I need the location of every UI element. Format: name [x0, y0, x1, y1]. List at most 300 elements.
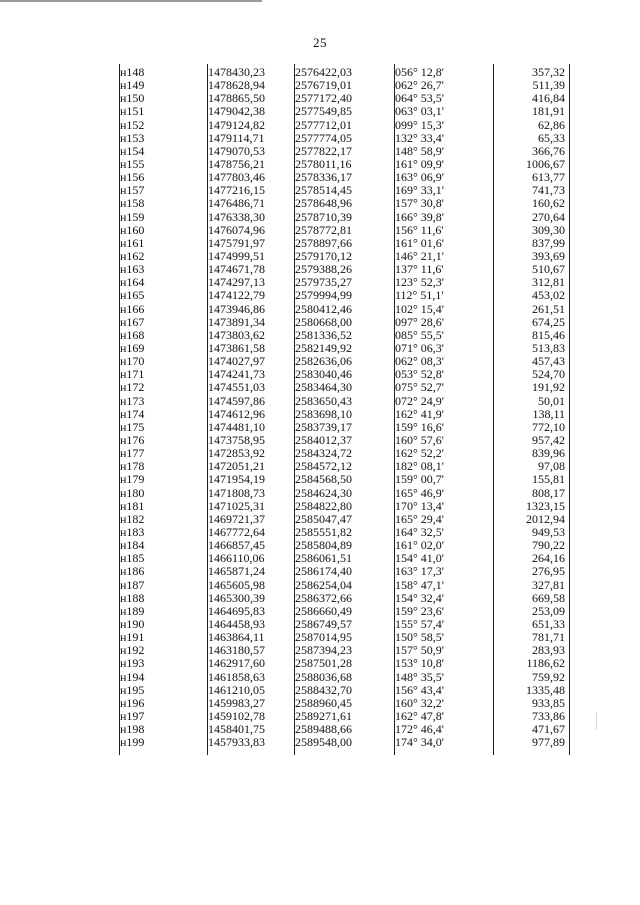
x-coordinate-cell: 1475791,97	[208, 237, 295, 250]
direction-angle-cell: 085° 55,5'	[395, 329, 494, 342]
distance-cell: 270,64	[494, 211, 570, 224]
direction-angle-cell: 075° 52,7'	[395, 381, 494, 394]
y-coordinate-cell: 2585804,89	[295, 539, 395, 552]
y-coordinate-cell: 2583698,10	[295, 408, 395, 421]
y-coordinate-cell: 2584822,80	[295, 500, 395, 513]
y-coordinate-cell: 2589488,66	[295, 723, 395, 736]
distance-cell: 366,76	[494, 145, 570, 158]
x-coordinate-cell: 1463180,57	[208, 644, 295, 657]
y-coordinate-cell: 2584572,12	[295, 460, 395, 473]
y-coordinate-cell: 2586174,40	[295, 565, 395, 578]
x-coordinate-cell: 1464695,83	[208, 605, 295, 618]
point-name-cell: н173	[120, 395, 208, 408]
point-name-cell: н194	[120, 670, 208, 683]
direction-angle-cell: 164° 32,5'	[395, 526, 494, 539]
direction-angle-cell: 169° 33,1'	[395, 184, 494, 197]
distance-cell: 327,81	[494, 578, 570, 591]
point-name-cell: н177	[120, 447, 208, 460]
y-coordinate-cell: 2577549,85	[295, 105, 395, 118]
y-coordinate-cell: 2586660,49	[295, 605, 395, 618]
point-name-cell: н174	[120, 408, 208, 421]
table-row	[120, 381, 570, 394]
x-coordinate-cell: 1467772,64	[208, 526, 295, 539]
x-coordinate-cell: 1463864,11	[208, 631, 295, 644]
table-row	[120, 618, 570, 631]
direction-angle-cell: 174° 34,0'	[395, 736, 494, 755]
direction-angle-cell: 166° 39,8'	[395, 211, 494, 224]
distance-cell: 957,42	[494, 434, 570, 447]
x-coordinate-cell: 1474241,73	[208, 368, 295, 381]
x-coordinate-cell: 1471025,31	[208, 500, 295, 513]
direction-angle-cell: 123° 52,3'	[395, 276, 494, 289]
point-name-cell: н181	[120, 500, 208, 513]
table-row	[120, 460, 570, 473]
y-coordinate-cell: 2581336,52	[295, 329, 395, 342]
x-coordinate-cell: 1466857,45	[208, 539, 295, 552]
direction-angle-cell: 158° 47,1'	[395, 578, 494, 591]
direction-angle-cell: 137° 11,6'	[395, 263, 494, 276]
direction-angle-cell: 157° 30,8'	[395, 197, 494, 210]
point-name-cell: н182	[120, 513, 208, 526]
table-row	[120, 368, 570, 381]
distance-cell: 276,95	[494, 565, 570, 578]
point-name-cell: н159	[120, 211, 208, 224]
table-row	[120, 526, 570, 539]
point-name-cell: н163	[120, 263, 208, 276]
distance-cell: 393,69	[494, 250, 570, 263]
point-name-cell: н175	[120, 421, 208, 434]
direction-angle-cell: 062° 08,3'	[395, 355, 494, 368]
y-coordinate-cell: 2586254,04	[295, 578, 395, 591]
x-coordinate-cell: 1466110,06	[208, 552, 295, 565]
y-coordinate-cell: 2578514,45	[295, 184, 395, 197]
distance-cell: 808,17	[494, 487, 570, 500]
distance-cell: 511,39	[494, 79, 570, 92]
page-top-rule	[0, 0, 262, 2]
y-coordinate-cell: 2578772,81	[295, 224, 395, 237]
table-row	[120, 395, 570, 408]
distance-cell: 471,67	[494, 723, 570, 736]
point-name-cell: н155	[120, 158, 208, 171]
x-coordinate-cell: 1471808,73	[208, 487, 295, 500]
y-coordinate-cell: 2589271,61	[295, 710, 395, 723]
distance-cell: 790,22	[494, 539, 570, 552]
table-row	[120, 276, 570, 289]
point-name-cell: н184	[120, 539, 208, 552]
table-row	[120, 92, 570, 105]
point-name-cell: н169	[120, 342, 208, 355]
direction-angle-cell: 161° 02,0'	[395, 539, 494, 552]
distance-cell: 669,58	[494, 592, 570, 605]
point-name-cell: н148	[120, 64, 208, 79]
point-name-cell: н192	[120, 644, 208, 657]
direction-angle-cell: 064° 53,5'	[395, 92, 494, 105]
y-coordinate-cell: 2588960,45	[295, 697, 395, 710]
point-name-cell: н151	[120, 105, 208, 118]
distance-cell: 651,33	[494, 618, 570, 631]
x-coordinate-cell: 1465300,39	[208, 592, 295, 605]
table-row	[120, 197, 570, 210]
distance-cell: 1335,48	[494, 684, 570, 697]
y-coordinate-cell: 2585047,47	[295, 513, 395, 526]
x-coordinate-cell: 1472853,92	[208, 447, 295, 460]
x-coordinate-cell: 1477803,46	[208, 171, 295, 184]
x-coordinate-cell: 1479070,53	[208, 145, 295, 158]
x-coordinate-cell: 1473891,34	[208, 316, 295, 329]
y-coordinate-cell: 2586372,66	[295, 592, 395, 605]
table-row	[120, 250, 570, 263]
distance-cell: 1006,67	[494, 158, 570, 171]
table-row	[120, 289, 570, 302]
point-name-cell: н180	[120, 487, 208, 500]
distance-cell: 759,92	[494, 670, 570, 683]
x-coordinate-cell: 1474551,03	[208, 381, 295, 394]
table-row	[120, 592, 570, 605]
direction-angle-cell: 072° 24,9'	[395, 395, 494, 408]
point-name-cell: н156	[120, 171, 208, 184]
direction-angle-cell: 165° 29,4'	[395, 513, 494, 526]
coordinates-table	[119, 64, 570, 755]
distance-cell: 772,10	[494, 421, 570, 434]
table-row	[120, 145, 570, 158]
table-row	[120, 184, 570, 197]
distance-cell: 2012,94	[494, 513, 570, 526]
table-row	[120, 119, 570, 132]
direction-angle-cell: 163° 17,3'	[395, 565, 494, 578]
table-row	[120, 657, 570, 670]
table-row	[120, 697, 570, 710]
y-coordinate-cell: 2584012,37	[295, 434, 395, 447]
table-row	[120, 171, 570, 184]
table-row	[120, 132, 570, 145]
x-coordinate-cell: 1469721,37	[208, 513, 295, 526]
table-row	[120, 473, 570, 486]
table-row	[120, 710, 570, 723]
x-coordinate-cell: 1459983,27	[208, 697, 295, 710]
distance-cell: 741,73	[494, 184, 570, 197]
point-name-cell: н157	[120, 184, 208, 197]
y-coordinate-cell: 2589548,00	[295, 736, 395, 755]
direction-angle-cell: 099° 15,3'	[395, 119, 494, 132]
distance-cell: 191,92	[494, 381, 570, 394]
point-name-cell: н152	[120, 119, 208, 132]
x-coordinate-cell: 1474612,96	[208, 408, 295, 421]
distance-cell: 357,32	[494, 64, 570, 79]
y-coordinate-cell: 2576422,03	[295, 64, 395, 79]
table-row	[120, 342, 570, 355]
distance-cell: 416,84	[494, 92, 570, 105]
distance-cell: 933,85	[494, 697, 570, 710]
x-coordinate-cell: 1479042,38	[208, 105, 295, 118]
point-name-cell: н191	[120, 631, 208, 644]
y-coordinate-cell: 2583040,46	[295, 368, 395, 381]
x-coordinate-cell: 1473861,58	[208, 342, 295, 355]
point-name-cell: н187	[120, 578, 208, 591]
x-coordinate-cell: 1461858,63	[208, 670, 295, 683]
table-row	[120, 329, 570, 342]
table-row	[120, 237, 570, 250]
point-name-cell: н166	[120, 303, 208, 316]
point-name-cell: н190	[120, 618, 208, 631]
point-name-cell: н188	[120, 592, 208, 605]
direction-angle-cell: 146° 21,1'	[395, 250, 494, 263]
distance-cell: 839,96	[494, 447, 570, 460]
point-name-cell: н165	[120, 289, 208, 302]
direction-angle-cell: 160° 32,2'	[395, 697, 494, 710]
distance-cell: 733,86	[494, 710, 570, 723]
table-row	[120, 211, 570, 224]
x-coordinate-cell: 1474122,79	[208, 289, 295, 302]
direction-angle-cell: 053° 52,8'	[395, 368, 494, 381]
point-name-cell: н160	[120, 224, 208, 237]
point-name-cell: н153	[120, 132, 208, 145]
x-coordinate-cell: 1465871,24	[208, 565, 295, 578]
table-row	[120, 644, 570, 657]
direction-angle-cell: 150° 58,5'	[395, 631, 494, 644]
direction-angle-cell: 154° 32,4'	[395, 592, 494, 605]
table-row	[120, 421, 570, 434]
table-row	[120, 316, 570, 329]
direction-angle-cell: 162° 47,8'	[395, 710, 494, 723]
point-name-cell: н161	[120, 237, 208, 250]
table-row	[120, 303, 570, 316]
distance-cell: 510,67	[494, 263, 570, 276]
direction-angle-cell: 162° 41,9'	[395, 408, 494, 421]
distance-cell: 160,62	[494, 197, 570, 210]
y-coordinate-cell: 2583650,43	[295, 395, 395, 408]
distance-cell: 155,81	[494, 473, 570, 486]
table-row	[120, 684, 570, 697]
x-coordinate-cell: 1473946,86	[208, 303, 295, 316]
distance-cell: 181,91	[494, 105, 570, 118]
y-coordinate-cell: 2587501,28	[295, 657, 395, 670]
direction-angle-cell: 148° 35,5'	[395, 670, 494, 683]
x-coordinate-cell: 1473758,95	[208, 434, 295, 447]
direction-angle-cell: 161° 01,6'	[395, 237, 494, 250]
coordinates-table-body	[120, 64, 570, 755]
distance-cell: 253,09	[494, 605, 570, 618]
point-name-cell: н193	[120, 657, 208, 670]
y-coordinate-cell: 2578710,39	[295, 211, 395, 224]
direction-angle-cell: 148° 58,9'	[395, 145, 494, 158]
table-row	[120, 736, 570, 755]
y-coordinate-cell: 2578011,16	[295, 158, 395, 171]
distance-cell: 97,08	[494, 460, 570, 473]
x-coordinate-cell: 1471954,19	[208, 473, 295, 486]
distance-cell: 65,33	[494, 132, 570, 145]
table-row	[120, 565, 570, 578]
y-coordinate-cell: 2578648,96	[295, 197, 395, 210]
y-coordinate-cell: 2578336,17	[295, 171, 395, 184]
point-name-cell: н164	[120, 276, 208, 289]
table-row	[120, 447, 570, 460]
table-row	[120, 605, 570, 618]
table-row	[120, 552, 570, 565]
direction-angle-cell: 160° 57,6'	[395, 434, 494, 447]
distance-cell: 781,71	[494, 631, 570, 644]
point-name-cell: н189	[120, 605, 208, 618]
x-coordinate-cell: 1474481,10	[208, 421, 295, 434]
distance-cell: 613,77	[494, 171, 570, 184]
point-name-cell: н158	[120, 197, 208, 210]
direction-angle-cell: 132° 33,4'	[395, 132, 494, 145]
point-name-cell: н185	[120, 552, 208, 565]
distance-cell: 264,16	[494, 552, 570, 565]
x-coordinate-cell: 1479124,82	[208, 119, 295, 132]
direction-angle-cell: 161° 09,9'	[395, 158, 494, 171]
y-coordinate-cell: 2576719,01	[295, 79, 395, 92]
distance-cell: 1186,62	[494, 657, 570, 670]
y-coordinate-cell: 2585551,82	[295, 526, 395, 539]
y-coordinate-cell: 2577712,01	[295, 119, 395, 132]
x-coordinate-cell: 1473803,62	[208, 329, 295, 342]
point-name-cell: н186	[120, 565, 208, 578]
x-coordinate-cell: 1476074,96	[208, 224, 295, 237]
table-row	[120, 723, 570, 736]
direction-angle-cell: 172° 46,4'	[395, 723, 494, 736]
y-coordinate-cell: 2584324,72	[295, 447, 395, 460]
x-coordinate-cell: 1476338,30	[208, 211, 295, 224]
y-coordinate-cell: 2586749,57	[295, 618, 395, 631]
y-coordinate-cell: 2579994,99	[295, 289, 395, 302]
direction-angle-cell: 155° 57,4'	[395, 618, 494, 631]
direction-angle-cell: 157° 50,9'	[395, 644, 494, 657]
point-name-cell: н196	[120, 697, 208, 710]
distance-cell: 815,46	[494, 329, 570, 342]
point-name-cell: н168	[120, 329, 208, 342]
table-row	[120, 263, 570, 276]
x-coordinate-cell: 1464458,93	[208, 618, 295, 631]
margin-mark	[596, 712, 597, 730]
point-name-cell: н172	[120, 381, 208, 394]
x-coordinate-cell: 1461210,05	[208, 684, 295, 697]
y-coordinate-cell: 2579735,27	[295, 276, 395, 289]
y-coordinate-cell: 2577822,17	[295, 145, 395, 158]
distance-cell: 977,89	[494, 736, 570, 755]
table-row	[120, 670, 570, 683]
direction-angle-cell: 159° 23,6'	[395, 605, 494, 618]
point-name-cell: н198	[120, 723, 208, 736]
y-coordinate-cell: 2580668,00	[295, 316, 395, 329]
distance-cell: 138,11	[494, 408, 570, 421]
distance-cell: 62,86	[494, 119, 570, 132]
x-coordinate-cell: 1477216,15	[208, 184, 295, 197]
y-coordinate-cell: 2584568,50	[295, 473, 395, 486]
point-name-cell: н171	[120, 368, 208, 381]
x-coordinate-cell: 1459102,78	[208, 710, 295, 723]
distance-cell: 1323,15	[494, 500, 570, 513]
x-coordinate-cell: 1474671,78	[208, 263, 295, 276]
direction-angle-cell: 159° 16,6'	[395, 421, 494, 434]
x-coordinate-cell: 1474027,97	[208, 355, 295, 368]
table-row	[120, 434, 570, 447]
x-coordinate-cell: 1478430,23	[208, 64, 295, 79]
point-name-cell: н162	[120, 250, 208, 263]
direction-angle-cell: 112° 51,1'	[395, 289, 494, 302]
distance-cell: 674,25	[494, 316, 570, 329]
distance-cell: 837,99	[494, 237, 570, 250]
direction-angle-cell: 170° 13,4'	[395, 500, 494, 513]
x-coordinate-cell: 1479114,71	[208, 132, 295, 145]
direction-angle-cell: 097° 28,6'	[395, 316, 494, 329]
direction-angle-cell: 156° 43,4'	[395, 684, 494, 697]
y-coordinate-cell: 2583464,30	[295, 381, 395, 394]
distance-cell: 312,81	[494, 276, 570, 289]
direction-angle-cell: 056° 12,8'	[395, 64, 494, 79]
y-coordinate-cell: 2588432,70	[295, 684, 395, 697]
table-row	[120, 224, 570, 237]
y-coordinate-cell: 2587014,95	[295, 631, 395, 644]
point-name-cell: н195	[120, 684, 208, 697]
direction-angle-cell: 153° 10,8'	[395, 657, 494, 670]
direction-angle-cell: 163° 06,9'	[395, 171, 494, 184]
point-name-cell: н197	[120, 710, 208, 723]
direction-angle-cell: 162° 52,2'	[395, 447, 494, 460]
point-name-cell: н149	[120, 79, 208, 92]
point-name-cell: н167	[120, 316, 208, 329]
page-number: 25	[313, 35, 327, 50]
x-coordinate-cell: 1458401,75	[208, 723, 295, 736]
y-coordinate-cell: 2587394,23	[295, 644, 395, 657]
table-row	[120, 105, 570, 118]
table-row	[120, 64, 570, 79]
y-coordinate-cell: 2583739,17	[295, 421, 395, 434]
direction-angle-cell: 102° 15,4'	[395, 303, 494, 316]
table-row	[120, 355, 570, 368]
x-coordinate-cell: 1478628,94	[208, 79, 295, 92]
point-name-cell: н150	[120, 92, 208, 105]
point-name-cell: н183	[120, 526, 208, 539]
table-row	[120, 500, 570, 513]
distance-cell: 453,02	[494, 289, 570, 302]
distance-cell: 283,93	[494, 644, 570, 657]
point-name-cell: н178	[120, 460, 208, 473]
y-coordinate-cell: 2579388,26	[295, 263, 395, 276]
x-coordinate-cell: 1457933,83	[208, 736, 295, 755]
x-coordinate-cell: 1478865,50	[208, 92, 295, 105]
table-row	[120, 631, 570, 644]
x-coordinate-cell: 1474999,51	[208, 250, 295, 263]
x-coordinate-cell: 1476486,71	[208, 197, 295, 210]
distance-cell: 457,43	[494, 355, 570, 368]
x-coordinate-cell: 1478756,21	[208, 158, 295, 171]
table-row	[120, 79, 570, 92]
direction-angle-cell: 071° 06,3'	[395, 342, 494, 355]
x-coordinate-cell: 1462917,60	[208, 657, 295, 670]
direction-angle-cell: 165° 46,9'	[395, 487, 494, 500]
table-row	[120, 578, 570, 591]
x-coordinate-cell: 1472051,21	[208, 460, 295, 473]
y-coordinate-cell: 2577172,40	[295, 92, 395, 105]
x-coordinate-cell: 1474297,13	[208, 276, 295, 289]
point-name-cell: н154	[120, 145, 208, 158]
table-row	[120, 158, 570, 171]
y-coordinate-cell: 2577774,05	[295, 132, 395, 145]
distance-cell: 513,83	[494, 342, 570, 355]
point-name-cell: н170	[120, 355, 208, 368]
point-name-cell: н199	[120, 736, 208, 755]
point-name-cell: н176	[120, 434, 208, 447]
direction-angle-cell: 156° 11,6'	[395, 224, 494, 237]
y-coordinate-cell: 2580412,46	[295, 303, 395, 316]
direction-angle-cell: 063° 03,1'	[395, 105, 494, 118]
y-coordinate-cell: 2586061,51	[295, 552, 395, 565]
direction-angle-cell: 062° 26,7'	[395, 79, 494, 92]
direction-angle-cell: 182° 08,1'	[395, 460, 494, 473]
x-coordinate-cell: 1474597,86	[208, 395, 295, 408]
y-coordinate-cell: 2582636,06	[295, 355, 395, 368]
direction-angle-cell: 159° 00,7'	[395, 473, 494, 486]
